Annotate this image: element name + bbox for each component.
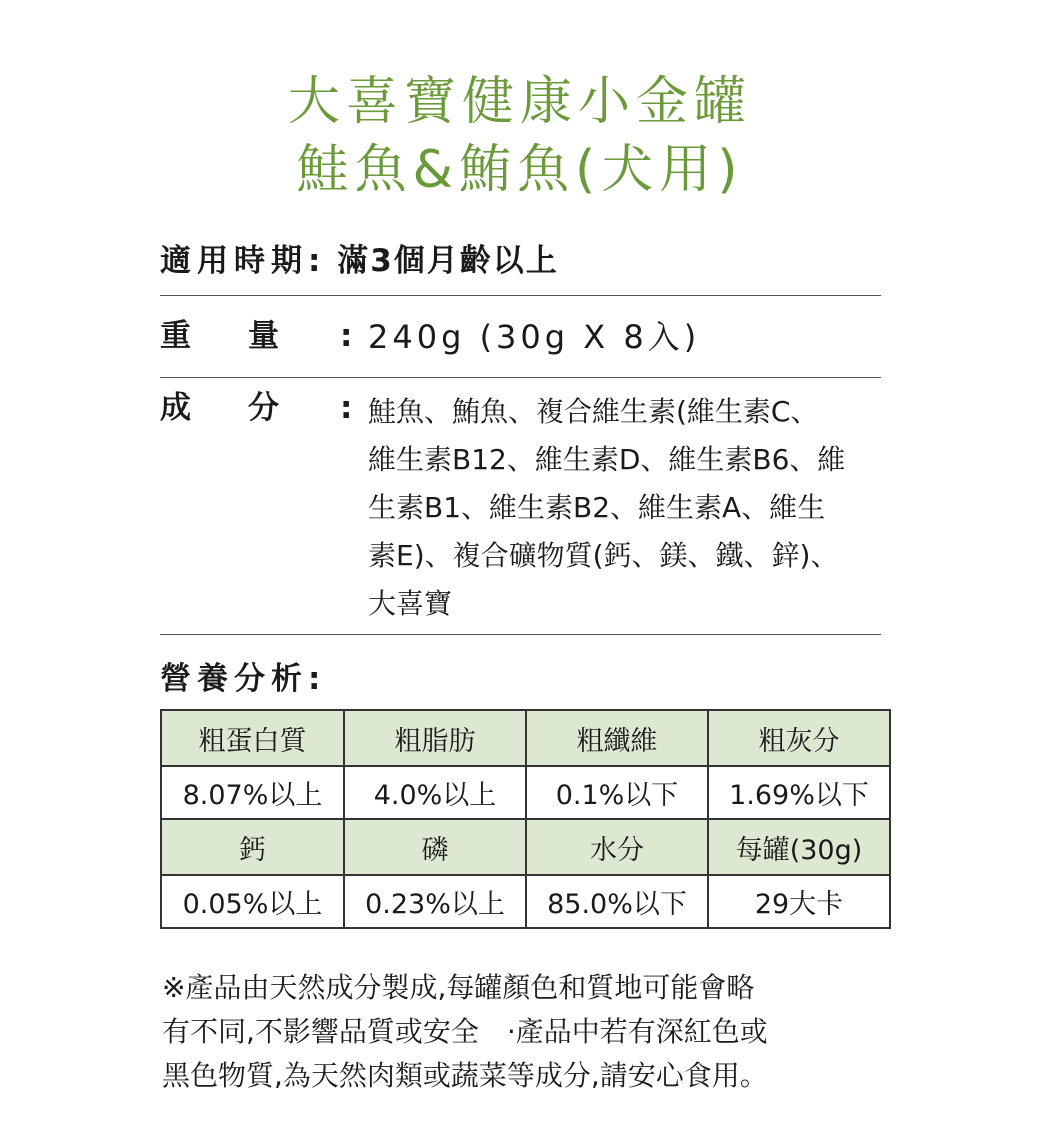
ingredients-label-char1: 成 bbox=[160, 390, 191, 426]
table-cell: 0.05%以上 bbox=[161, 875, 344, 928]
weight-value: 240g (30g X 8入) bbox=[368, 318, 701, 356]
table-cell: 1.69%以下 bbox=[708, 766, 890, 819]
footnote bbox=[162, 966, 892, 1098]
table-header-row bbox=[161, 819, 890, 875]
table-header-cell: 粗纖維 bbox=[526, 710, 708, 766]
table-header-cell: 每罐(30g) bbox=[708, 819, 890, 875]
divider bbox=[160, 377, 881, 378]
usage-value: 滿3個月齡以上 bbox=[337, 243, 559, 279]
table-header-cell: 鈣 bbox=[161, 819, 344, 875]
table-row bbox=[161, 766, 890, 819]
usage-label: 適用時期: bbox=[160, 243, 327, 279]
ingredients-line: 維生素B12、維生素D、維生素B6、維 bbox=[368, 443, 846, 476]
product-subtitle: 鮭魚&鮪魚(犬用) bbox=[296, 140, 744, 200]
table-cell: 29大卡 bbox=[708, 875, 890, 928]
weight-label-char2: 量 bbox=[248, 318, 279, 354]
divider bbox=[160, 295, 881, 296]
ingredients-line: 鮭魚、鮪魚、複合維生素(維生素C、 bbox=[368, 395, 819, 428]
weight-label-char1: 重 bbox=[160, 318, 191, 354]
weight-colon: : bbox=[340, 318, 353, 354]
table-cell: 0.1%以下 bbox=[526, 766, 708, 819]
footnote-line: 有不同,不影響品質或安全 ·產品中若有深紅色或 bbox=[162, 1015, 768, 1048]
nutrition-label: 營養分析: bbox=[160, 661, 327, 697]
footnote-line: 黑色物質,為天然肉類或蔬菜等成分,請安心食用。 bbox=[162, 1059, 768, 1092]
ingredients-colon: : bbox=[340, 390, 353, 426]
footnote-line: ※產品由天然成分製成,每罐顏色和質地可能會略 bbox=[162, 971, 755, 1004]
ingredients-label-char2: 分 bbox=[248, 390, 279, 426]
divider bbox=[160, 634, 881, 635]
table-header-cell: 粗蛋白質 bbox=[161, 710, 344, 766]
table-cell: 0.23%以上 bbox=[344, 875, 526, 928]
table-header-cell: 磷 bbox=[344, 819, 526, 875]
table-header-row bbox=[161, 710, 890, 766]
ingredients-text bbox=[368, 388, 888, 628]
usage-row bbox=[160, 243, 559, 279]
table-cell: 4.0%以上 bbox=[344, 766, 526, 819]
table-row bbox=[161, 875, 890, 928]
ingredients-line: 生素B1、維生素B2、維生素A、維生 bbox=[368, 491, 826, 524]
table-cell: 8.07%以上 bbox=[161, 766, 344, 819]
table-header-cell: 水分 bbox=[526, 819, 708, 875]
ingredients-line: 大喜寶 bbox=[368, 587, 453, 620]
table-header-cell: 粗灰分 bbox=[708, 710, 890, 766]
nutrition-table bbox=[160, 709, 891, 929]
ingredients-line: 素E)、複合礦物質(鈣、鎂、鐵、鋅)、 bbox=[368, 539, 839, 572]
product-title: 大喜寶健康小金罐 bbox=[287, 72, 752, 132]
table-header-cell: 粗脂肪 bbox=[344, 710, 526, 766]
table-cell: 85.0%以下 bbox=[526, 875, 708, 928]
